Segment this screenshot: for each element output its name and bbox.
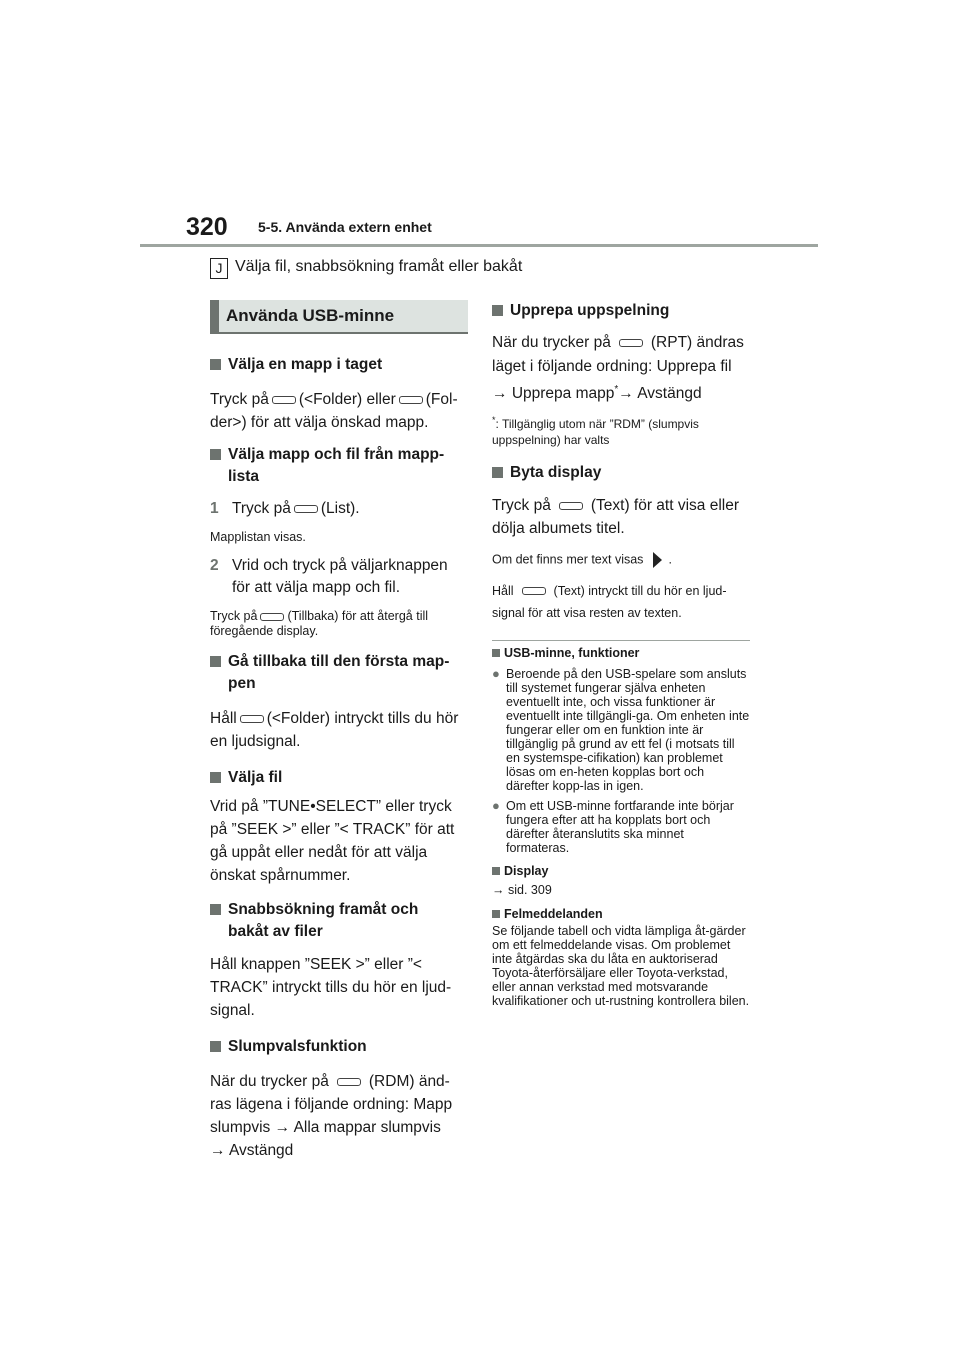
paragraph-random: När du trycker på (RDM) änd- ras lägena i följande ordning: Mapp slumpvis → Alla mappar slumpvis → Avstängd bbox=[210, 1073, 453, 1159]
square-bullet-icon bbox=[492, 910, 500, 918]
arrow-icon: → bbox=[492, 882, 505, 897]
heading-fast-search: Snabbsökning framåt och bakåt av filer bbox=[210, 899, 468, 943]
section-title: Använda USB-minne bbox=[210, 300, 468, 334]
note-more-text: Om det finns mer text visas . bbox=[492, 551, 672, 566]
chapter-title: 5-5. Använda extern enhet bbox=[258, 219, 432, 235]
heading-errors: Felmeddelanden bbox=[492, 906, 750, 922]
heading-display: Byta display bbox=[492, 462, 750, 484]
paragraph-display: Tryck på (Text) för att visa eller dölja albumets titel. bbox=[492, 496, 740, 537]
heading-select-folder: Välja en mapp i taget bbox=[210, 354, 468, 376]
step-2-note: Tryck på (Tillbaka) för att återgå till föregående display. bbox=[210, 609, 429, 638]
square-bullet-icon bbox=[492, 649, 500, 657]
step-1-note: Mapplistan visas. bbox=[210, 530, 306, 544]
heading-back-first: Gå tillbaka till den första map- pen bbox=[210, 651, 468, 695]
square-bullet-icon bbox=[210, 904, 221, 915]
arrow-icon: → bbox=[492, 385, 508, 403]
square-bullet-icon bbox=[210, 656, 221, 667]
paragraph-repeat: När du trycker på (RPT) ändras läget i följande ordning: Upprepa fil → Upprepa mapp*→ Avstängd bbox=[492, 334, 744, 403]
heading-repeat: Upprepa uppspelning bbox=[492, 300, 750, 322]
paragraph-fast-search: Håll knappen ”SEEK >” eller ”< TRACK” intryckt tills du hör en ljud-signal. bbox=[210, 956, 452, 1019]
button-icon bbox=[619, 339, 643, 347]
page-reference: → sid. 309 bbox=[492, 882, 552, 897]
square-bullet-icon bbox=[210, 449, 221, 460]
separator bbox=[492, 640, 750, 641]
square-bullet-icon bbox=[210, 1041, 221, 1052]
paragraph-back-first: Håll (<Folder) intryckt tills du hör en ljudsignal. bbox=[210, 710, 459, 750]
square-bullet-icon bbox=[492, 467, 503, 478]
paragraph-select-file: Vrid på ”TUNE•SELECT” eller tryck på ”SEEK >” eller ”< TRACK” för att gå uppåt eller nedåt för att välja önskat spårnummer. bbox=[210, 798, 455, 884]
square-bullet-icon bbox=[492, 867, 500, 875]
button-icon bbox=[337, 1078, 361, 1086]
heading-usb-functions: USB-minne, funktioner bbox=[492, 645, 750, 661]
button-icon bbox=[260, 613, 284, 621]
footnote: *: Tillgänglig utom när ”RDM” (slumpvis uppspelning) har valts bbox=[492, 414, 699, 447]
button-icon bbox=[399, 396, 423, 404]
paragraph-errors: Se följande tabell och vidta lämpliga åt-gärder om ett felmeddelande visas. Om problemet inte åtgärdas ska du låta en auktoriserad Toyota-återförsäljare eller Toyota-verkstad, eller annan verkstad med motsvarande kvalifikationer och ut-rustning kontrollera bilen. bbox=[492, 923, 750, 1008]
square-bullet-icon bbox=[210, 359, 221, 370]
paragraph-select-folder: Tryck på (<Folder) eller (Fol- der>) för att välja önskad mapp. bbox=[210, 391, 458, 431]
heading-select-file: Välja fil bbox=[210, 767, 468, 789]
step-1: 1 Tryck på (List). bbox=[210, 500, 360, 517]
play-arrow-icon bbox=[653, 552, 662, 568]
square-bullet-icon bbox=[210, 772, 221, 783]
heading-folder-list: Välja mapp och fil från mapp- lista bbox=[210, 444, 468, 488]
page-number: 320 bbox=[186, 213, 228, 241]
heading-display-ref: Display bbox=[492, 863, 750, 879]
square-bullet-icon bbox=[492, 305, 503, 316]
item-j-text: Välja fil, snabbsökning framåt eller bakåt bbox=[235, 258, 523, 275]
bullet-item: ● Om ett USB-minne fortfarande inte börjar fungera efter att ha kopplats bort och därefter återanslutits ska minnet formateras. bbox=[492, 797, 734, 855]
circle-bullet-icon: ● bbox=[492, 797, 500, 813]
circle-bullet-icon: ● bbox=[492, 665, 500, 681]
button-icon bbox=[272, 396, 296, 404]
arrow-icon: → bbox=[210, 1142, 226, 1159]
left-column bbox=[210, 300, 468, 1162]
right-column bbox=[492, 300, 750, 1008]
header-rule bbox=[140, 244, 818, 247]
button-icon bbox=[294, 505, 318, 513]
heading-random: Slumpvalsfunktion bbox=[210, 1036, 468, 1058]
note-hold-text: Håll (Text) intryckt till du hör en ljud-signal för att visa resten av texten. bbox=[492, 583, 727, 620]
button-icon bbox=[522, 587, 546, 595]
button-icon bbox=[240, 715, 264, 723]
arrow-icon: → bbox=[618, 385, 634, 403]
bullet-item: ● Beroende på den USB-spelare som ansluts till systemet fungerar själva enheten eventuellt inte, och vissa funktioner är eventuellt inte tillgängli-ga. Om enheten inte fungerar eller om en funktion inte är tillgänglig på grund av ett fel (i motsats till en systemspe-cifikation) kan problemet lösas om en-heten kopplas bort och därefter kopp-las in igen. bbox=[492, 665, 750, 793]
arrow-icon: → bbox=[274, 1119, 291, 1136]
button-icon bbox=[559, 502, 583, 510]
item-badge-j: J bbox=[210, 258, 228, 279]
step-2: 2 Vrid och tryck på väljarknappen för att välja mapp och fil. bbox=[210, 557, 448, 596]
